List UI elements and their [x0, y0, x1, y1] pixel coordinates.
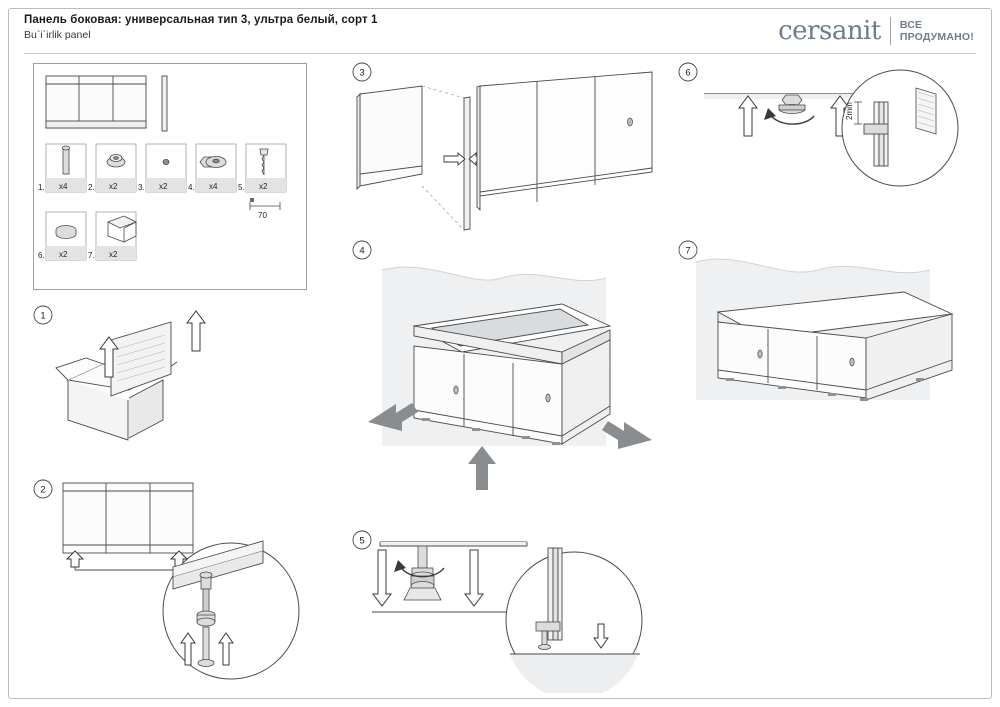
svg-text:x2: x2 — [159, 182, 168, 191]
svg-text:x2: x2 — [259, 182, 268, 191]
svg-text:x2: x2 — [109, 182, 118, 191]
svg-text:7.: 7. — [88, 251, 95, 260]
svg-text:5: 5 — [359, 535, 365, 547]
brand-tagline-line1: ВСЕ — [899, 19, 923, 31]
step-2 — [33, 475, 328, 690]
step-4 — [352, 240, 672, 500]
step-3 — [352, 62, 667, 247]
title-ru: Панель боковая: универсальная тип 3, ультра белый, сорт 1 — [24, 14, 378, 26]
page-title — [24, 14, 724, 41]
step-6 — [678, 62, 978, 222]
step-5 — [352, 528, 652, 693]
brand-name: cersanit — [778, 16, 881, 46]
gap-label: 2mm — [845, 102, 854, 120]
brand-logo — [778, 16, 974, 46]
svg-text:6.: 6. — [38, 251, 45, 260]
brand-divider — [890, 17, 891, 45]
step-1 — [33, 305, 263, 455]
svg-text:x4: x4 — [59, 182, 68, 191]
svg-text:1: 1 — [40, 310, 46, 322]
brand-tagline — [900, 19, 974, 43]
svg-text:6: 6 — [685, 67, 691, 79]
svg-text:5.: 5. — [238, 183, 245, 192]
parts-list — [33, 63, 307, 290]
header-divider — [24, 53, 976, 54]
svg-text:4.: 4. — [188, 183, 195, 192]
svg-text:2: 2 — [40, 484, 46, 496]
svg-text:7: 7 — [685, 245, 691, 257]
step-7 — [678, 240, 978, 440]
svg-text:3.: 3. — [138, 183, 145, 192]
svg-text:4: 4 — [359, 245, 365, 257]
svg-text:1.: 1. — [38, 183, 45, 192]
brand-tagline-line2: ПРОДУМАНО! — [899, 31, 974, 43]
svg-text:2.: 2. — [88, 183, 95, 192]
svg-text:x2: x2 — [59, 250, 68, 259]
svg-text:x4: x4 — [209, 182, 218, 191]
svg-text:x2: x2 — [109, 250, 118, 259]
svg-text:70: 70 — [258, 211, 267, 220]
svg-text:3: 3 — [359, 67, 365, 79]
title-tr: Bu`i`irlik panel — [24, 29, 91, 41]
